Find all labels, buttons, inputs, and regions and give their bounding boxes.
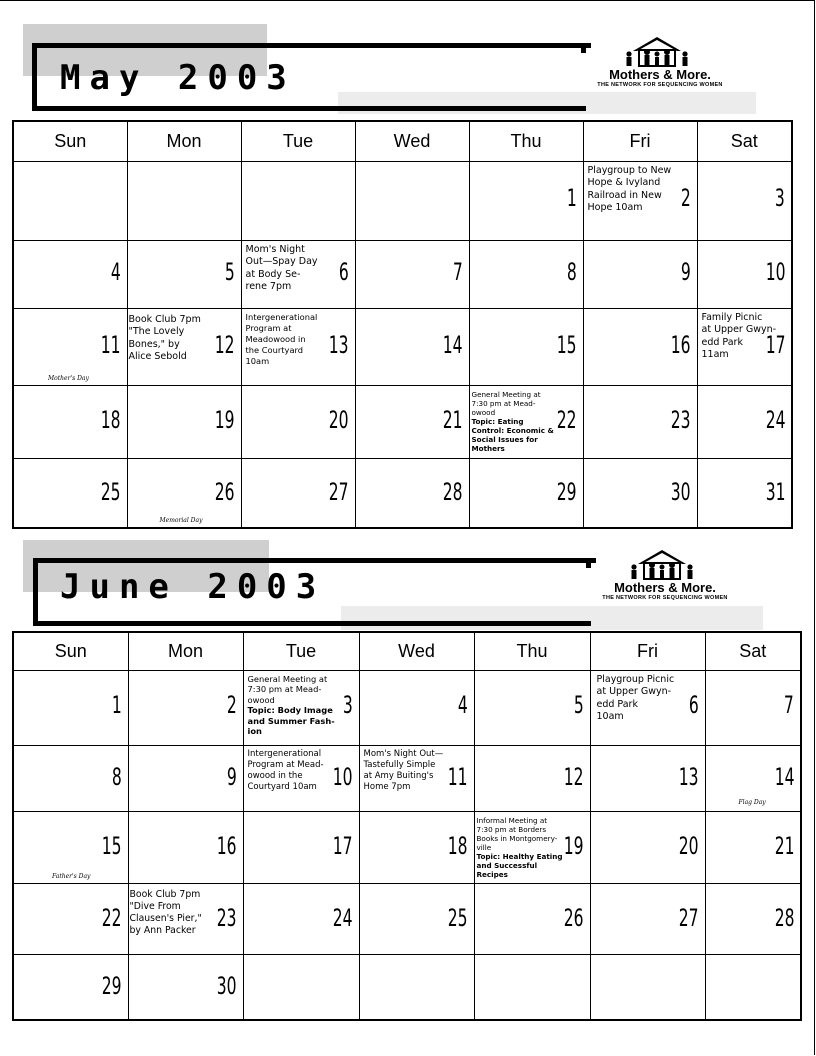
day-cell <box>583 385 697 458</box>
day-number: 18 <box>447 831 468 860</box>
day-number: 7 <box>452 257 463 286</box>
day-number: 21 <box>442 405 463 434</box>
day-cell <box>355 385 469 458</box>
day-cell <box>13 954 128 1020</box>
day-number: 2 <box>226 690 237 719</box>
day-cell <box>243 811 359 883</box>
weekday-thu: Thu <box>469 121 583 161</box>
weekday-tue: Tue <box>241 121 355 161</box>
june-title: June 2003 <box>60 567 326 607</box>
day-number: 14 <box>442 330 463 359</box>
day-cell-empty <box>127 161 241 240</box>
day-cell <box>359 745 474 811</box>
event-text: Book Club 7pm "Dive From Clausen's Pier," by Ann Packer <box>129 888 202 936</box>
day-number: 31 <box>765 477 785 506</box>
day-number: 30 <box>216 971 237 1000</box>
day-cell <box>705 670 801 745</box>
day-number: 1 <box>111 690 122 719</box>
day-number: 13 <box>328 330 349 359</box>
day-number: 24 <box>765 405 785 434</box>
day-cell <box>583 458 697 528</box>
day-number: 27 <box>678 903 699 932</box>
house-family-icon <box>630 549 694 581</box>
day-cell <box>590 670 705 745</box>
day-number: 9 <box>226 762 237 791</box>
day-number: 17 <box>332 831 353 860</box>
day-cell-empty <box>13 161 127 240</box>
day-cell <box>359 670 474 745</box>
house-family-icon <box>625 36 689 68</box>
day-cell <box>474 745 590 811</box>
may-logo <box>585 36 735 96</box>
day-number: 27 <box>328 477 349 506</box>
day-cell <box>128 670 243 745</box>
holiday-label: Flag Day <box>738 798 766 806</box>
day-number: 12 <box>563 762 584 791</box>
day-number: 23 <box>216 903 237 932</box>
day-number: 23 <box>670 405 691 434</box>
day-cell <box>469 161 583 240</box>
day-number: 21 <box>774 831 794 860</box>
day-number: 14 <box>774 762 794 791</box>
logo-name: Mothers & More. <box>609 67 711 82</box>
day-number: 6 <box>688 690 699 719</box>
day-number: 28 <box>442 477 463 506</box>
day-cell <box>241 240 355 308</box>
day-number: 17 <box>765 330 785 359</box>
day-number: 10 <box>765 257 785 286</box>
day-cell <box>359 883 474 954</box>
may-calendar <box>12 120 793 529</box>
holiday-label: Father's Day <box>52 872 91 880</box>
day-cell <box>469 385 583 458</box>
day-cell <box>469 240 583 308</box>
day-cell <box>355 458 469 528</box>
day-cell <box>697 308 792 385</box>
day-cell <box>13 458 127 528</box>
weekday-wed: Wed <box>355 121 469 161</box>
holiday-label: Mother's Day <box>48 374 89 382</box>
day-cell <box>705 745 801 811</box>
day-number: 29 <box>101 971 122 1000</box>
day-cell-empty <box>355 161 469 240</box>
day-cell <box>474 670 590 745</box>
day-cell <box>128 745 243 811</box>
day-number: 19 <box>563 831 584 860</box>
event-text: Intergenerational Program at Meadowood in the Courtyard 10am <box>245 311 318 366</box>
logo-name: Mothers & More. <box>614 580 716 595</box>
event-text: Informal Meeting at 7:30 pm at Borders Books in Montgomery- ville Topic: Healthy Eating and Successful Recipes <box>476 815 563 879</box>
event-text: Family Picnic at Upper Gwyn- edd Park 11am <box>701 311 777 360</box>
day-number: 16 <box>216 831 237 860</box>
day-number: 11 <box>447 762 468 791</box>
day-cell <box>469 308 583 385</box>
day-cell <box>697 385 792 458</box>
day-cell <box>359 811 474 883</box>
weekday-sat: Sat <box>705 632 801 670</box>
day-number: 4 <box>457 690 468 719</box>
day-cell-empty <box>243 954 359 1020</box>
event-text: Intergenerational Program at Mead- owood in the Courtyard 10am <box>247 748 324 792</box>
day-cell <box>705 883 801 954</box>
day-number: 26 <box>563 903 584 932</box>
day-number: 25 <box>447 903 468 932</box>
day-number: 10 <box>332 762 353 791</box>
day-cell <box>469 458 583 528</box>
day-cell <box>697 240 792 308</box>
logo-tagline: THE NETWORK FOR SEQUENCING WOMEN <box>602 595 728 601</box>
weekday-mon: Mon <box>127 121 241 161</box>
day-cell <box>127 385 241 458</box>
day-cell <box>241 385 355 458</box>
day-cell <box>127 308 241 385</box>
event-text: Book Club 7pm "The Lovely Bones," by Alice Sebold <box>128 313 201 362</box>
day-cell <box>697 161 792 240</box>
day-cell <box>13 670 128 745</box>
day-number: 12 <box>214 330 235 359</box>
day-cell <box>355 308 469 385</box>
day-cell <box>590 811 705 883</box>
day-number: 13 <box>678 762 699 791</box>
day-cell <box>128 883 243 954</box>
day-number: 1 <box>566 183 577 212</box>
day-cell <box>128 954 243 1020</box>
day-number: 3 <box>775 183 785 212</box>
weekday-mon: Mon <box>128 632 243 670</box>
day-number: 3 <box>342 690 353 719</box>
day-number: 11 <box>100 330 121 359</box>
day-number: 15 <box>556 330 577 359</box>
day-cell <box>128 811 243 883</box>
day-cell <box>243 745 359 811</box>
day-number: 8 <box>111 762 122 791</box>
day-number: 29 <box>556 477 577 506</box>
day-number: 15 <box>101 831 122 860</box>
day-cell <box>590 883 705 954</box>
day-cell <box>127 240 241 308</box>
day-cell <box>13 745 128 811</box>
june-logo <box>590 549 740 609</box>
day-cell <box>243 883 359 954</box>
weekday-fri: Fri <box>590 632 705 670</box>
day-number: 6 <box>338 257 349 286</box>
day-cell <box>13 308 127 385</box>
day-number: 18 <box>100 405 121 434</box>
day-cell-empty <box>705 954 801 1020</box>
weekday-sat: Sat <box>697 121 792 161</box>
day-cell <box>355 240 469 308</box>
day-number: 26 <box>214 477 235 506</box>
day-number: 5 <box>224 257 235 286</box>
day-number: 7 <box>784 690 794 719</box>
day-number: 4 <box>110 257 121 286</box>
day-cell <box>474 811 590 883</box>
day-number: 5 <box>573 690 584 719</box>
day-number: 20 <box>328 405 349 434</box>
event-text: Mom's Night Out—Spay Day at Body Se- rene 7pm <box>245 243 318 292</box>
weekday-sun: Sun <box>13 121 127 161</box>
day-number: 30 <box>670 477 691 506</box>
event-text: General Meeting at 7:30 pm at Mead- owood Topic: Body Image and Summer Fash- ion <box>247 673 335 736</box>
weekday-wed: Wed <box>359 632 474 670</box>
weekday-thu: Thu <box>474 632 590 670</box>
weekday-fri: Fri <box>583 121 697 161</box>
event-text: Playgroup Picnic at Upper Gwyn- edd Park 10am <box>596 673 675 722</box>
day-cell <box>583 308 697 385</box>
day-number: 22 <box>101 903 122 932</box>
day-cell <box>590 745 705 811</box>
day-cell <box>13 883 128 954</box>
day-number: 25 <box>100 477 121 506</box>
day-cell <box>705 811 801 883</box>
day-cell <box>583 161 697 240</box>
day-number: 19 <box>214 405 235 434</box>
event-text: Playgroup to New Hope & Ivyland Railroad in New Hope 10am <box>587 164 672 213</box>
day-cell <box>13 240 127 308</box>
logo-tagline: THE NETWORK FOR SEQUENCING WOMEN <box>597 82 723 88</box>
day-cell-empty <box>359 954 474 1020</box>
day-number: 22 <box>556 405 577 434</box>
day-cell <box>241 308 355 385</box>
day-cell <box>583 240 697 308</box>
day-cell <box>127 458 241 528</box>
day-cell <box>697 458 792 528</box>
day-number: 20 <box>678 831 699 860</box>
june-calendar <box>12 631 802 1021</box>
day-cell-empty <box>590 954 705 1020</box>
day-cell <box>241 458 355 528</box>
event-text: General Meeting at 7:30 pm at Mead- owood Topic: Eating Control: Economic & Social Issues for Mothers <box>471 389 554 453</box>
day-number: 28 <box>774 903 794 932</box>
day-cell-empty <box>474 954 590 1020</box>
day-number: 24 <box>332 903 353 932</box>
day-cell <box>243 670 359 745</box>
day-number: 16 <box>670 330 691 359</box>
day-cell <box>13 385 127 458</box>
day-number: 2 <box>680 183 691 212</box>
day-number: 8 <box>566 257 577 286</box>
weekday-tue: Tue <box>243 632 359 670</box>
weekday-sun: Sun <box>13 632 128 670</box>
day-cell <box>474 883 590 954</box>
day-cell <box>13 811 128 883</box>
holiday-label: Memorial Day <box>159 517 203 524</box>
event-text: Mom's Night Out— Tastefully Simple at Amy Buiting's Home 7pm <box>363 748 444 792</box>
day-number: 9 <box>680 257 691 286</box>
day-cell-empty <box>241 161 355 240</box>
may-title: May 2003 <box>60 58 296 98</box>
